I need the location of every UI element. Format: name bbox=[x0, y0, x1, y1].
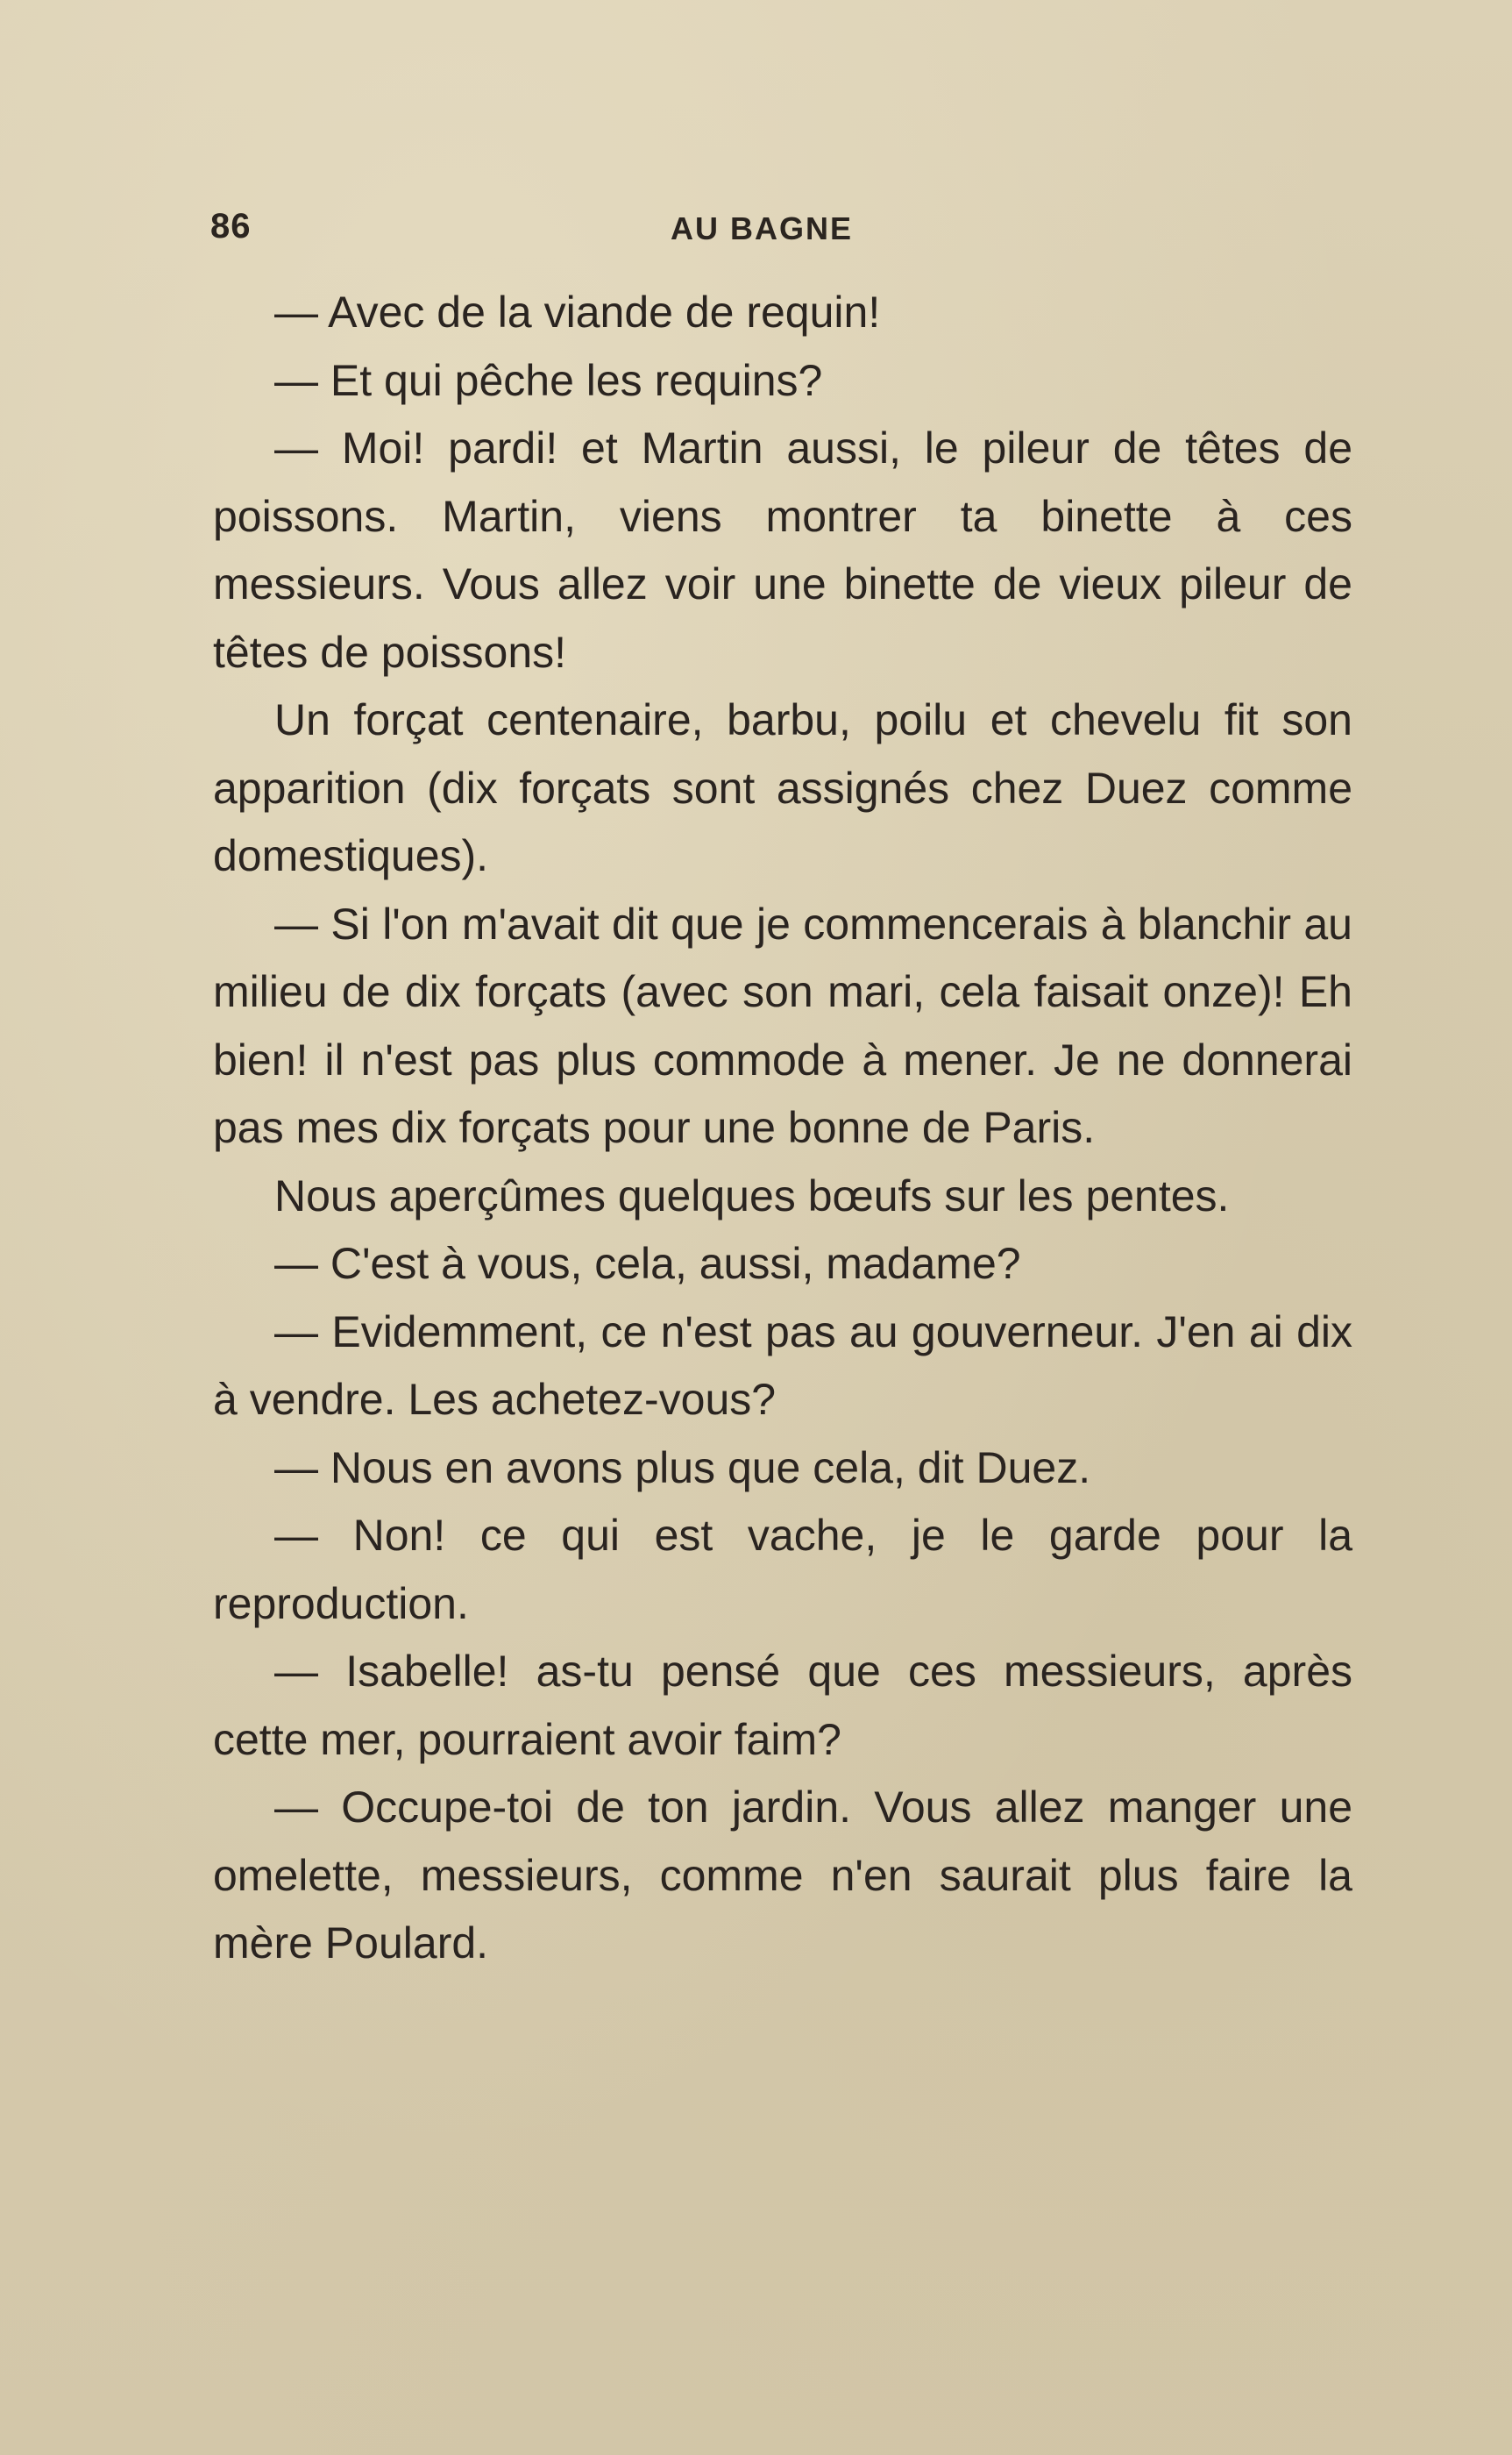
body-text bbox=[213, 279, 1352, 1978]
paragraph: — Et qui pêche les requins? bbox=[274, 355, 823, 405]
running-title: AU BAGNE bbox=[671, 210, 854, 246]
paragraph: Un forçat centenaire, barbu, poilu et chevelu fit son apparition (dix forçats sont assignés chez Duez comme domestiques). bbox=[213, 695, 1352, 880]
paragraph: — Avec de la viande de requin! bbox=[274, 288, 881, 337]
paragraph: — Nous en avons plus que cela, dit Duez. bbox=[274, 1442, 1091, 1492]
paragraph: — Occupe-toi de ton jardin. Vous allez manger une omelette, messieurs, comme n'en saurait plus faire la mère Poulard. bbox=[213, 1783, 1352, 1968]
paragraph: — C'est à vous, cela, aussi, madame? bbox=[274, 1239, 1021, 1288]
paragraph: — Evidemment, ce n'est pas au gouverneur. J'en ai dix à vendre. Les achetez-vous? bbox=[213, 1306, 1352, 1424]
page-header bbox=[210, 207, 1350, 260]
paragraph: — Isabelle! as-tu pensé que ces messieurs, après cette mer, pourraient avoir faim? bbox=[213, 1647, 1352, 1764]
page-number: 86 bbox=[210, 207, 252, 246]
paragraph: — Non! ce qui est vache, je le garde pour la reproduction. bbox=[213, 1511, 1352, 1628]
paragraph: Nous aperçûmes quelques bœufs sur les pentes. bbox=[274, 1171, 1230, 1220]
paragraph: — Si l'on m'avait dit que je commencerais à blanchir au milieu de dix forçats (avec son mari, cela faisait onze)! Eh bien! il n'est pas plus commode à mener. Je ne donnerai pas mes dix forçats pour une bonne de Paris. bbox=[213, 899, 1352, 1152]
paragraph: — Moi! pardi! et Martin aussi, le pileur de têtes de poissons. Martin, viens montrer ta binette à ces messieurs. Vous allez voir une binette de vieux pileur de têtes de poissons! bbox=[213, 423, 1352, 677]
